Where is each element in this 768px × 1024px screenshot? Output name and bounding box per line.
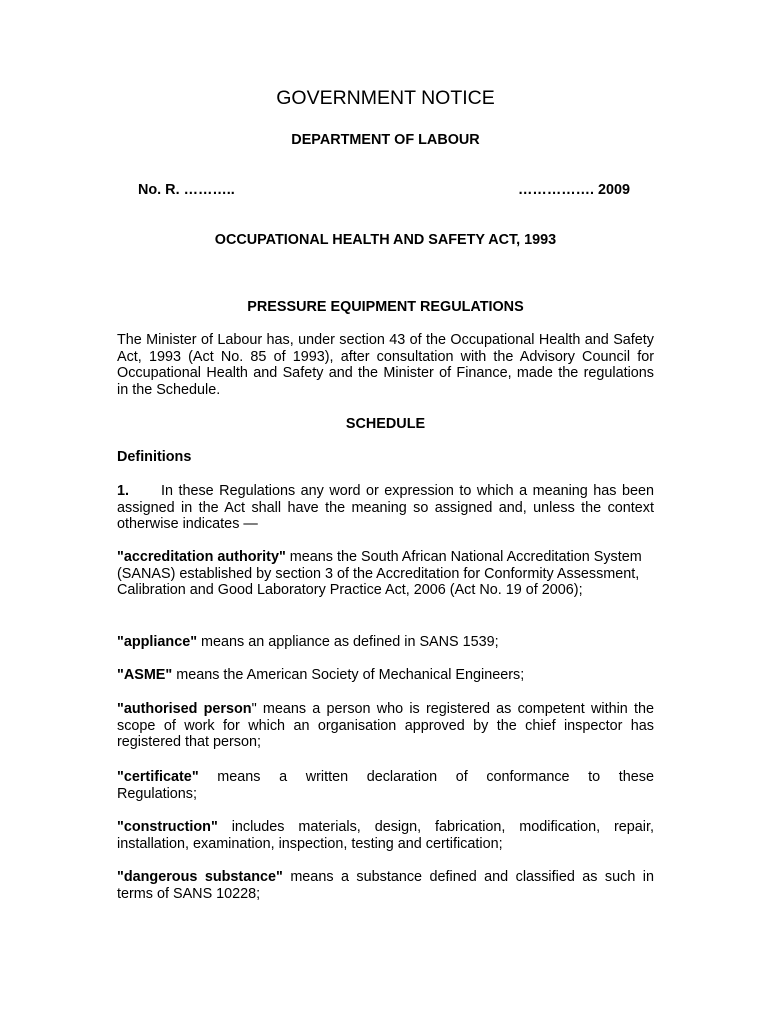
notice-date: ……………. 2009 — [518, 182, 630, 198]
definition-term: "authorised person — [117, 701, 252, 717]
definition-appliance — [117, 634, 654, 651]
definition-accreditation-authority — [117, 549, 654, 599]
definition-certificate — [117, 769, 654, 802]
definition-term: "construction" — [117, 819, 218, 835]
clause-number: 1. — [117, 483, 130, 499]
definition-construction — [117, 819, 654, 852]
definition-term: "appliance" — [117, 634, 198, 650]
definition-text: means a written declaration of conformance to these — [198, 769, 654, 785]
schedule-heading: SCHEDULE — [345, 416, 426, 432]
definition-term: "dangerous substance" — [117, 869, 283, 885]
definitions-heading: Definitions — [117, 449, 192, 465]
act-heading: OCCUPATIONAL HEALTH AND SAFETY ACT, 1993 — [214, 232, 557, 248]
definition-authorised-person — [117, 701, 654, 751]
definition-asme — [117, 667, 654, 684]
department-heading: DEPARTMENT OF LABOUR — [291, 132, 480, 148]
definition-text: means an appliance as defined in SANS 1539; — [197, 634, 499, 650]
clause-1 — [117, 483, 654, 533]
definition-term: "accreditation authority" — [117, 549, 286, 565]
definition-term: "certificate" — [117, 769, 199, 785]
definition-text: means a substance defined and classified as such in terms of SANS 10228; — [117, 869, 654, 902]
definition-text: means the American Society of Mechanical Engineers; — [172, 667, 525, 683]
notice-title: GOVERNMENT NOTICE — [276, 87, 495, 109]
clause-text: In these Regulations any word or expression to which a meaning has been assigned in the Act shall have the meaning so assigned and, unless the context otherwise indicates — — [117, 483, 654, 533]
regulations-heading: PRESSURE EQUIPMENT REGULATIONS — [247, 299, 524, 315]
definition-text: " means a person who is registered as competent within the scope of work for which an organisation approved by the chief inspector has registered that person; — [117, 701, 654, 751]
definition-text-continued: Regulations; — [117, 785, 197, 802]
definition-text: includes materials, design, fabrication, modification, repair, installation, examination, inspection, testing and certification; — [117, 819, 654, 852]
definition-dangerous-substance — [117, 869, 654, 902]
notice-number: No. R. ……….. — [138, 182, 235, 198]
definition-line — [117, 769, 654, 786]
definition-text: means the South African National Accreditation System (SANAS) established by section 3 of the Accreditation for Conformity Assessment, Calibration and Good Laboratory Practice Act, 2006 (Act No. 19 of 2006); — [117, 549, 642, 599]
definition-term: "ASME" — [117, 667, 173, 683]
intro-paragraph: The Minister of Labour has, under section 43 of the Occupational Health and Safety Act, 1993 (Act No. 85 of 1993), after consultation with the Advisory Council for Occupational Health and Safety and the Minister of Finance, made the regulations in the Schedule. — [117, 332, 654, 399]
